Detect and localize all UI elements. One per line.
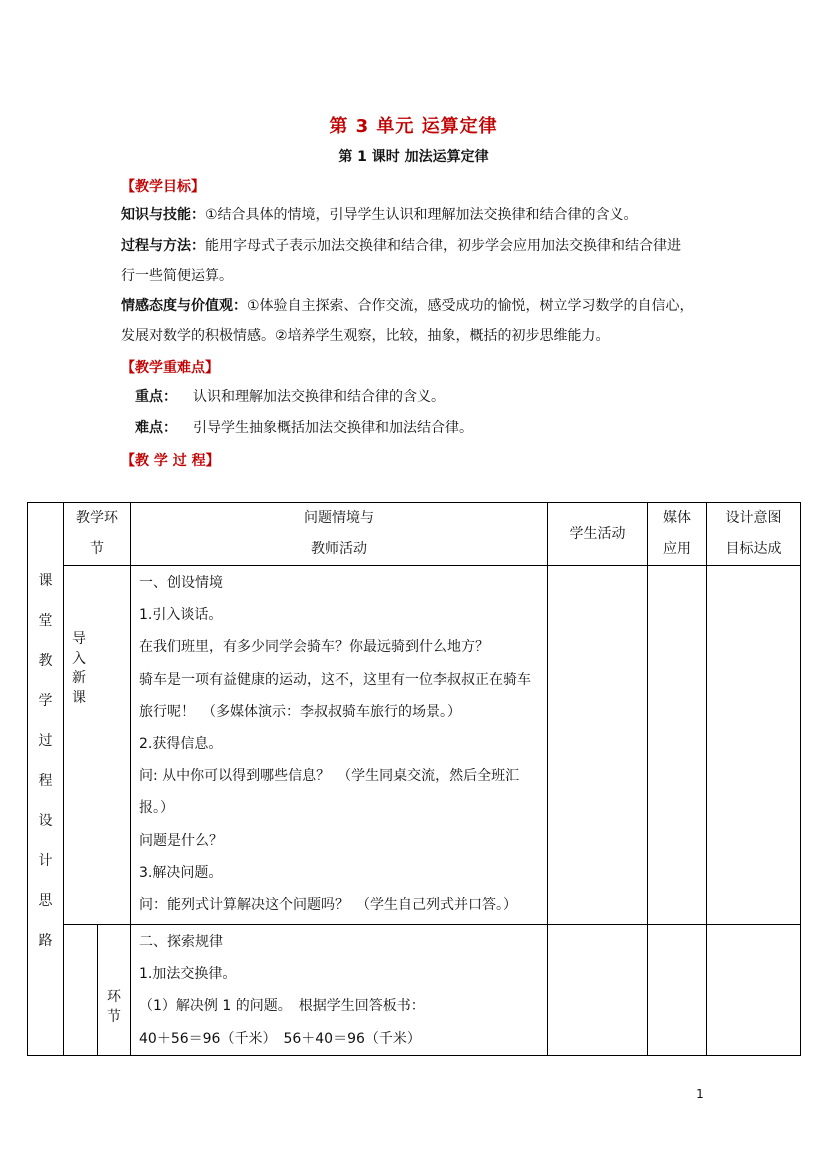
side-label-cell [28,503,64,1056]
side-char: 过 [38,733,53,749]
lesson-subtitle: 第 1 课时 加法运算定律 [338,149,489,165]
header-design: 设计意图 目标达成 [707,503,801,566]
activity-line: 一、创设情境 [139,575,223,591]
side-char: 课 [38,573,53,589]
side-char: 计 [38,853,53,869]
header-student: 学生活动 [548,503,648,566]
process-text-1: 能用字母式子表示加法交换律和结合律，初步学会应用加法交换律和结合律进 [205,238,681,254]
activity-line: 问：能列式计算解决这个问题吗？ （学生自己列式并口答。） [139,897,517,914]
knowledge-text: ①结合具体的情境，引导学生认识和理解加法交换律和结合律的含义。 [205,207,638,223]
emotion-label: 情感态度与价值观： [121,298,247,314]
unit-title: 第 3 单元 运算定律 [329,116,498,137]
knowledge-line [121,205,638,225]
header-stage: 教学环 节 [64,503,131,566]
explore-design-cell [707,925,801,1056]
explore-media-cell [648,925,707,1056]
intro-design-cell [707,566,801,925]
intro-media-cell [648,566,707,925]
side-char: 教 [38,653,53,669]
activity-line: （1）解决例 1 的问题。 根据学生回答板书： [139,998,425,1015]
difficulty-text: 引导学生抽象概括加法交换律和加法结合律。 [193,420,473,436]
activity-line: 问: 从中你可以得到哪些信息？ （学生同桌交流，然后全班汇 [139,768,520,785]
focus-text: 认识和理解加法交换律和结合律的含义。 [193,389,445,405]
activity-line: 骑车是一项有益健康的运动，这不，这里有一位李叔叔正在骑车 [139,671,531,688]
emotion-line-2: 发展对数学的积极情感。②培养学生观察，比较，抽象，概括的初步思维能力。 [121,328,610,344]
stage-intro: 导 入 新 课 [64,566,131,925]
activity-line: 二、探索规律 [139,934,223,950]
process-heading: 【教 学 过 程】 [121,453,220,469]
goals-heading: 【教学目标】 [121,179,205,195]
activity-line: 在我们班里，有多少同学会骑车？你最远骑到什么地方？ [139,639,489,656]
intro-activity [131,566,548,925]
explore-blank-cell [64,925,98,1056]
process-label: 过程与方法： [121,238,205,254]
activity-line: 1.引入谈话。 [139,607,223,624]
knowledge-label: 知识与技能： [121,207,205,223]
intro-student-cell [548,566,648,925]
explore-activity [131,925,548,1056]
page-number: 1 [696,1087,704,1101]
emotion-text-1: ①体验自主探索、合作交流，感受成功的愉悦，树立学习数学的自信心， [247,298,694,314]
focus-line [135,387,445,407]
activity-line: 问题是什么？ [139,832,223,849]
stage-explore: 环 节 [98,925,131,1056]
activity-line: 报。） [139,800,174,817]
lesson-plan-table [27,502,801,1056]
header-activity: 问题情境与 教师活动 [131,503,548,566]
side-char: 堂 [38,613,53,629]
side-char: 学 [38,693,53,709]
side-char: 设 [38,813,53,829]
header-media: 媒体 应用 [648,503,707,566]
activity-line: 2.获得信息。 [139,736,223,753]
side-char: 思 [38,893,53,909]
side-char: 程 [38,773,53,789]
activity-line: 3.解决问题。 [139,864,223,881]
process-line-2: 行一些简便运算。 [121,268,233,284]
difficulty-label: 难点： [135,420,177,436]
activity-line: 40＋56＝96（千米） 56＋40＝96（千米） [139,1030,421,1047]
side-char: 路 [38,933,53,949]
process-line [121,236,681,256]
emotion-line [121,296,694,316]
difficulty-line [135,418,473,438]
focus-label: 重点： [135,389,177,405]
activity-line: 旅行呢！ （多媒体演示：李叔叔骑车旅行的场景。） [139,703,461,720]
explore-student-cell [548,925,648,1056]
keypoints-heading: 【教学重难点】 [121,360,219,376]
activity-line: 1.加法交换律。 [139,966,237,983]
